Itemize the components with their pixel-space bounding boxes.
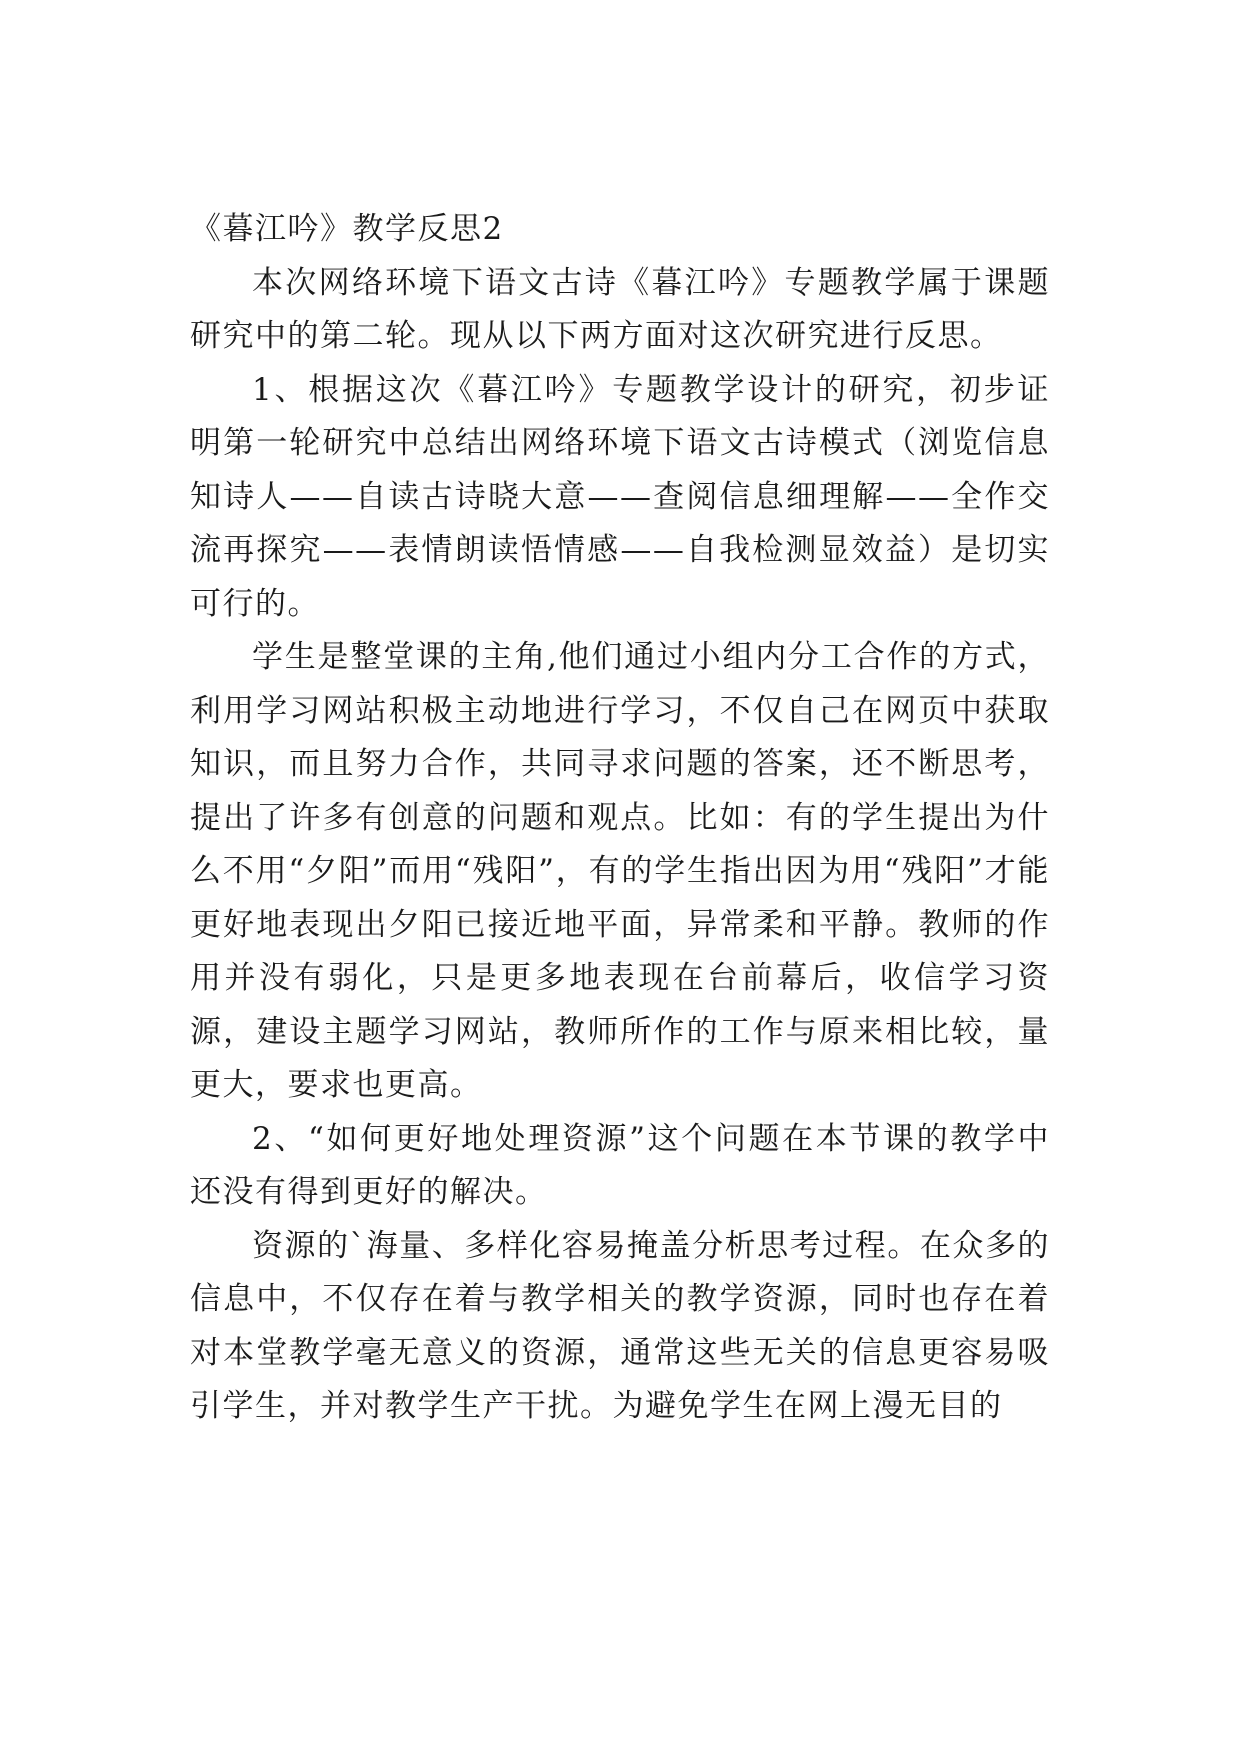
paragraph-students-role: 学生是整堂课的主角,他们通过小组内分工合作的方式，利用学习网站积极主动地进行学习，不仅自己在网页中获取知识，而且努力合作，共同寻求问题的答案，还不断思考，提出了许多有创意的问题和观点。比如：有的学生提出为什么不用“夕阳”而用“残阳”，有的学生指出因为用“残阳”才能更好地表现出夕阳已接近地平面，异常柔和平静。教师的作用并没有弱化，只是更多地表现在台前幕后，收信学习资源，建设主题学习网站，教师所作的工作与原来相比较，量更大，要求也更高。 <box>190 639 1050 1103</box>
paragraph-point-1: 1、根据这次《暮江吟》专题教学设计的研究，初步证明第一轮研究中总结出网络环境下语文古诗模式（浏览信息知诗人——自读古诗晓大意——查阅信息细理解——全作交流再探究——表情朗读悟情感——自我检测显效益）是切实可行的。 <box>190 371 1050 622</box>
document-title: 《暮江吟》教学反思2 <box>190 211 504 247</box>
document-body <box>190 203 1050 1434</box>
paragraph-resources: 资源的`海量、多样化容易掩盖分析思考过程。在众多的信息中，不仅存在着与教学相关的教学资源，同时也存在着对本堂教学毫无意义的资源，通常这些无关的信息更容易吸引学生，并对教学生产干扰。为避免学生在网上漫无目的 <box>190 1227 1050 1424</box>
paragraph-point-2: 2、“如何更好地处理资源”这个问题在本节课的教学中还没有得到更好的解决。 <box>190 1120 1050 1210</box>
paragraph-intro: 本次网络环境下语文古诗《暮江吟》专题教学属于课题研究中的第二轮。现从以下两方面对这次研究进行反思。 <box>190 264 1050 354</box>
